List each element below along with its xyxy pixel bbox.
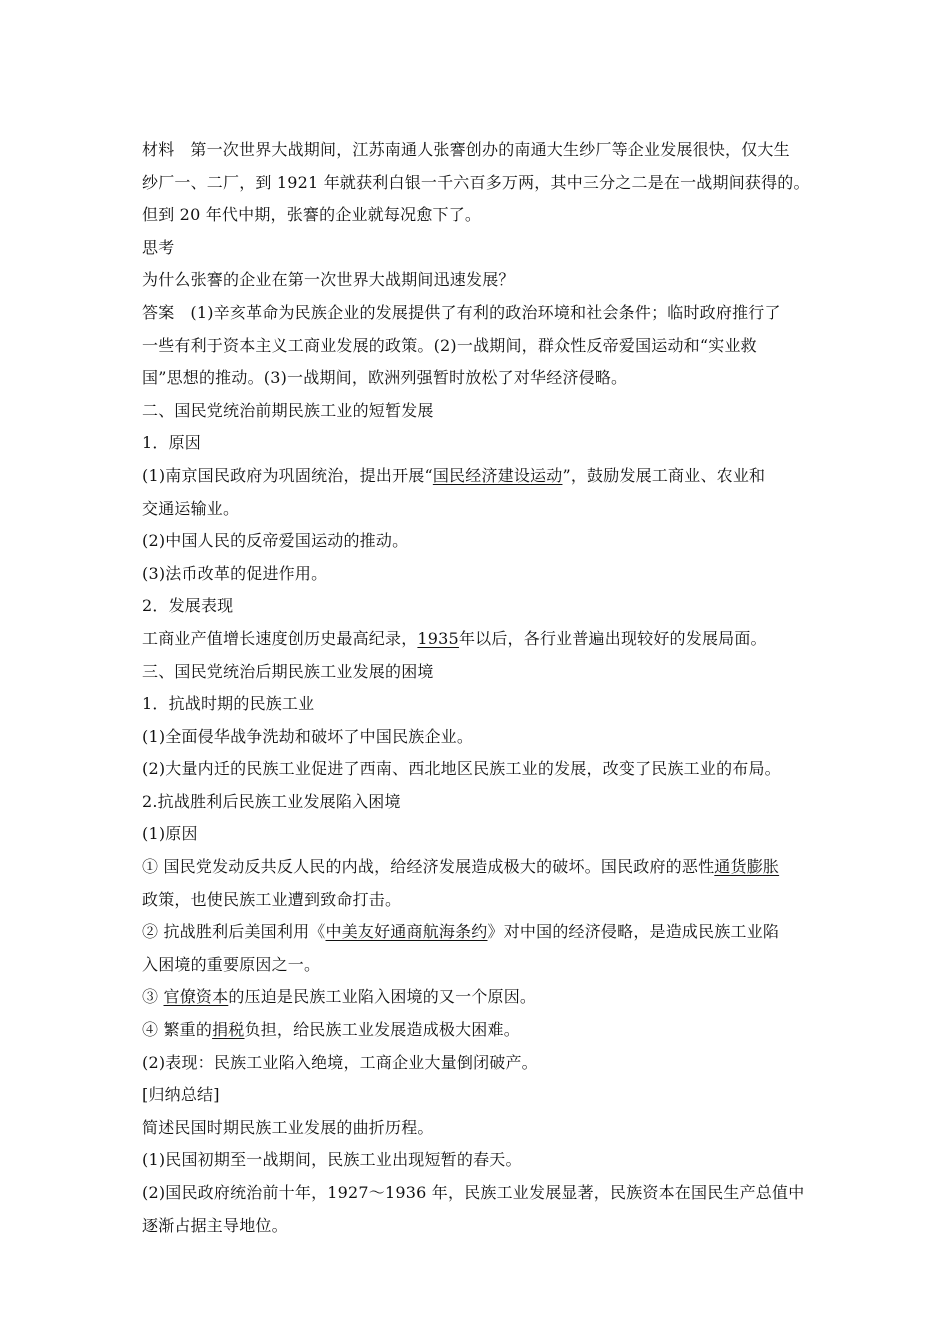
summary-heading: [归纳总结]: [142, 1085, 220, 1105]
reason-1-line-1: (1)南京国民政府为巩固统治，提出开展“国民经济建设运动”，鼓励发展工商业、农业和: [142, 465, 766, 485]
subheading-reasons: 1．原因: [142, 433, 201, 453]
subheading-war-period: 1．抗战时期的民族工业: [142, 694, 315, 714]
reason-2: (2)中国人民的反帝爱国运动的推动。: [142, 531, 409, 551]
document-body: [142, 134, 822, 1242]
summary-point-2-line-1: (2)国民政府统治前十年，1927～1936 年，民族工业发展显著，民族资本在国民生产总值中: [142, 1183, 805, 1202]
post-war-reason-1-line-2: 政策，也使民族工业遭到致命打击。: [142, 889, 402, 909]
post-war-reason-4: ④ 繁重的捐税负担，给民族工业发展造成极大困难。: [142, 1020, 520, 1040]
answer-line-3: 国”思想的推动。(3)一战期间，欧洲列强暂时放松了对华经济侵略。: [142, 368, 628, 388]
blank-answer: 通货膨胀: [714, 857, 780, 877]
post-war-reason-1-line-1: ① 国民党发动反共反人民的内战，给经济发展造成极大的破坏。国民政府的恶性通货膨胀: [142, 857, 780, 877]
material-line-1: 材料 第一次世界大战期间，江苏南通人张謇创办的南通大生纱厂等企业发展很快，仅大生: [142, 140, 790, 159]
post-war-manifestation: (2)表现：民族工业陷入绝境，工商企业大量倒闭破产。: [142, 1052, 538, 1072]
subheading-development: 2．发展表现: [142, 596, 234, 616]
reason-1-line-2: 交通运输业。: [142, 498, 240, 518]
post-war-reasons-heading: (1)原因: [142, 824, 198, 844]
section-3-heading: 三、国民党统治后期民族工业发展的困境: [142, 661, 434, 681]
war-point-1: (1)全面侵华战争洗劫和破坏了中国民族企业。: [142, 726, 474, 746]
reason-3: (3)法币改革的促进作用。: [142, 563, 328, 583]
material-line-3: 但到 20 年代中期，张謇的企业就每况愈下了。: [142, 205, 482, 225]
war-point-2: (2)大量内迁的民族工业促进了西南、西北地区民族工业的发展，改变了民族工业的布局。: [142, 759, 781, 779]
post-war-reason-2-line-1: ② 抗战胜利后美国利用《中美友好通商航海条约》对中国的经济侵略，是造成民族工业陷: [142, 922, 780, 942]
blank-answer: 1935: [417, 628, 459, 648]
post-war-reason-2-line-2: 入困境的重要原因之一。: [142, 954, 321, 974]
summary-point-2-line-2: 逐渐占据主导地位。: [142, 1215, 288, 1235]
blank-answer: 捐税: [212, 1020, 245, 1040]
material-line-2: 纱厂一、二厂，到 1921 年就获利白银一千六百多万两，其中三分之二是在一战期间获得的。: [142, 172, 810, 192]
blank-answer: 中美友好通商航海条约: [325, 922, 488, 942]
blank-answer: 官僚资本: [163, 987, 229, 1007]
answer-line-1: 答案 (1)辛亥革命为民族企业的发展提供了有利的政治环境和社会条件；临时政府推行了: [142, 302, 781, 322]
think-heading: 思考: [142, 237, 175, 257]
summary-point-1: (1)民国初期至一战期间，民族工业出现短暂的春天。: [142, 1150, 522, 1170]
answer-line-2: 一些有利于资本主义工商业发展的政策。(2)一战期间，群众性反帝爱国运动和“实业救: [142, 335, 757, 355]
development-text: 工商业产值增长速度创历史最高纪录，1935年以后，各行业普遍出现较好的发展局面。: [142, 628, 767, 648]
question: 为什么张謇的企业在第一次世界大战期间迅速发展？: [142, 270, 515, 290]
blank-answer: 国民经济建设运动: [432, 465, 563, 485]
section-2-heading: 二、国民党统治前期民族工业的短暂发展: [142, 400, 434, 420]
post-war-reason-3: ③ 官僚资本的压迫是民族工业陷入困境的又一个原因。: [142, 987, 537, 1007]
summary-question: 简述民国时期民族工业发展的曲折历程。: [142, 1117, 434, 1137]
subheading-post-war: 2.抗战胜利后民族工业发展陷入困境: [142, 791, 401, 811]
